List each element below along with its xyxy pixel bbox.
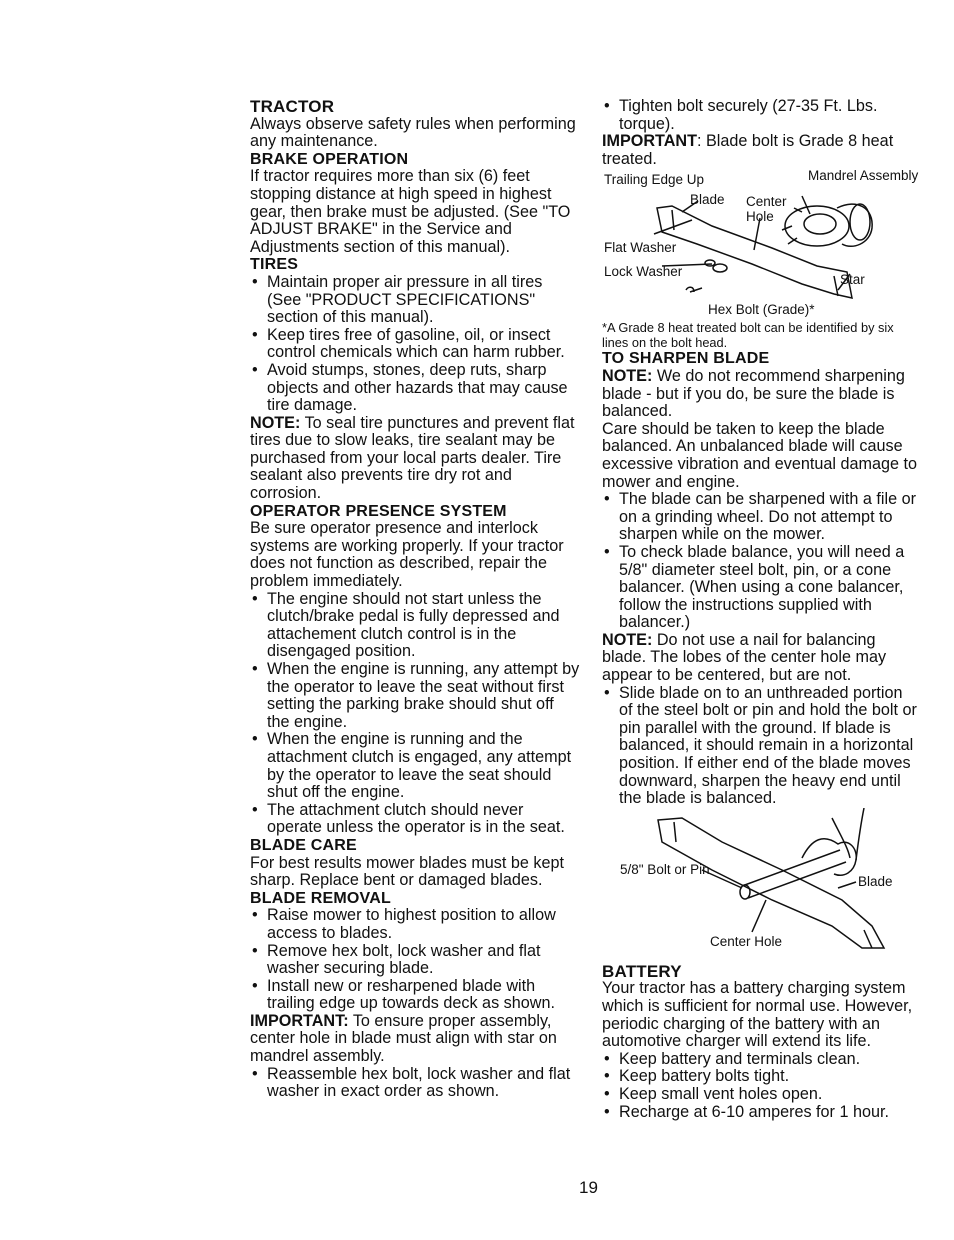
trailing-edge-label: Trailing Edge Up [604,172,705,188]
tighten-list [602,98,920,133]
blade-removal-list [250,907,580,1013]
list-item: • When the engine is running, any attempt by the operator to leave the seat without first setting the parking brake should shut off the engine. [250,661,580,731]
list-item: • Keep battery bolts tight. [602,1068,920,1086]
sharpen-blade-heading: TO SHARPEN BLADE [602,350,770,368]
battery-text: Your tractor has a battery charging system which is sufficient for normal use. However, periodic charging of the battery with an automotive charger will extend its life. [602,979,913,1051]
star-label: Star [840,272,865,288]
note-text: To seal tire punctures and prevent flat tires due to slow leaks, tire sealant may be purchased from your local parts dealer. Tire sealant also prevents tire dry rot and corrosion. [250,413,575,503]
list-item: • The engine should not start unless the clutch/brake pedal is fully depressed and attachement clutch control is in the disengaged position. [250,591,580,661]
list-item: • Keep tires free of gasoline, oil, or insect control chemicals which can harm rubber. [250,327,580,362]
slide-list [602,685,920,808]
important-text: : Blade bolt is Grade 8 heat treated. [602,132,894,168]
list-item: • The attachment clutch should never operate unless the operator is in the seat. [250,802,580,837]
center-hole-label: Center Hole [746,194,787,225]
list-item: • Avoid stumps, stones, deep ruts, sharp objects and other hazards that may cause tire damage. [250,362,580,415]
important-label: IMPORTANT [602,132,698,151]
blade-balance-figure [602,808,920,963]
list-item: • Reassemble hex bolt, lock washer and flat washer in exact order as shown. [250,1066,580,1101]
important-note [250,1013,580,1066]
lock-washer-label: Lock Washer [604,264,683,280]
left-column [250,98,580,1101]
blade-label: Blade [858,873,893,889]
list-item: • Maintain proper air pressure in all tires (See "PRODUCT SPECIFICATIONS" section of this manual). [250,274,580,327]
note-label: NOTE: [250,413,301,432]
battery-list [602,1051,920,1121]
reassemble-list [250,1066,580,1101]
battery-heading: BATTERY [602,961,682,981]
sharpen-note [602,368,920,421]
note-label: NOTE: [602,366,653,385]
list-item: • Slide blade on to an unthreaded portion of the steel bolt or pin and hold the bolt or pin parallel with the ground. If blade is balanced, it should remain in a horizontal position. If either end of the blade moves downward, sharpen the heavy end until the blade is balanced. [602,685,920,808]
blade-removal-heading: BLADE REMOVAL [250,889,391,907]
mandrel-assembly-label: Mandrel Assembly [808,168,919,184]
hex-bolt-label: Hex Bolt (Grade)* [708,302,815,318]
list-item: • Tighten bolt securely (27-35 Ft. Lbs. torque). [602,98,920,133]
important-label: IMPORTANT: [250,1011,349,1030]
list-item: • Keep battery and terminals clean. [602,1051,920,1069]
list-item: • To check blade balance, you will need a 5/8" diameter steel bolt, pin, or a cone balancer. (When using a cone balancer, follow the instructions supplied with balancer.) [602,544,920,632]
operator-presence-list [250,591,580,837]
list-item: • Install new or resharpened blade with trailing edge up towards deck as shown. [250,978,580,1013]
operator-presence-text: Be sure operator presence and interlock systems are working properly. If your tractor does not function as described, repair the problem immediately. [250,519,564,591]
note-label: NOTE: [602,630,653,649]
tires-note [250,415,580,503]
blade-label: Blade [690,192,725,208]
nail-note [602,632,920,685]
grade-important-note [602,133,920,168]
note-text: We do not recommend sharpening blade - but if you do, be sure the blade is balanced. [602,366,905,421]
list-item: • The blade can be sharpened with a file or on a grinding wheel. Do not attempt to sharpen while on the mower. [602,491,920,544]
blade-balance-text: Care should be taken to keep the blade balanced. An unbalanced blade will cause excessive vibration and eventual damage to mower and engine. [602,419,917,491]
tires-list [250,274,580,415]
brake-operation-heading: BRAKE OPERATION [250,150,409,168]
list-item: • Keep small vent holes open. [602,1086,920,1104]
blade-care-text: For best results mower blades must be kept sharp. Replace bent or damaged blades. [250,853,564,890]
tractor-text: Always observe safety rules when performing any maintenance. [250,114,576,151]
blade-assembly-figure [602,168,920,320]
tires-heading: TIRES [250,256,299,274]
brake-operation-text: If tractor requires more than six (6) feet stopping distance at high speed in highest gear, then brake must be adjusted. (See "TO ADJUST BRAKE" in the Service and Adjustments section of this manual). [250,167,571,256]
note-text: Do not use a nail for balancing blade. The lobes of the center hole may appear to be centered, but are not. [602,630,887,685]
center-hole-label: Center Hole [710,933,783,949]
sharpen-list [602,491,920,632]
page-number: 19 [579,1178,598,1197]
grade-footnote: *A Grade 8 heat treated bolt can be identified by six lines on the bolt head. [602,320,894,351]
operator-presence-heading: OPERATOR PRESENCE SYSTEM [250,502,507,520]
list-item: • Recharge at 6-10 amperes for 1 hour. [602,1104,920,1122]
list-item: • When the engine is running and the attachment clutch is engaged, any attempt by the operator to leave the seat should shut off the engine. [250,731,580,801]
tractor-heading: TRACTOR [250,97,335,116]
flat-washer-label: Flat Washer [604,240,677,256]
list-item: • Remove hex bolt, lock washer and flat washer securing blade. [250,943,580,978]
important-text: To ensure proper assembly, center hole in blade must align with star on mandrel assembly. [250,1011,557,1066]
list-item: • Raise mower to highest position to allow access to blades. [250,907,580,942]
bolt-or-pin-label: 5/8" Bolt or Pin [620,861,710,877]
blade-care-heading: BLADE CARE [250,836,357,854]
right-column [602,98,920,1121]
